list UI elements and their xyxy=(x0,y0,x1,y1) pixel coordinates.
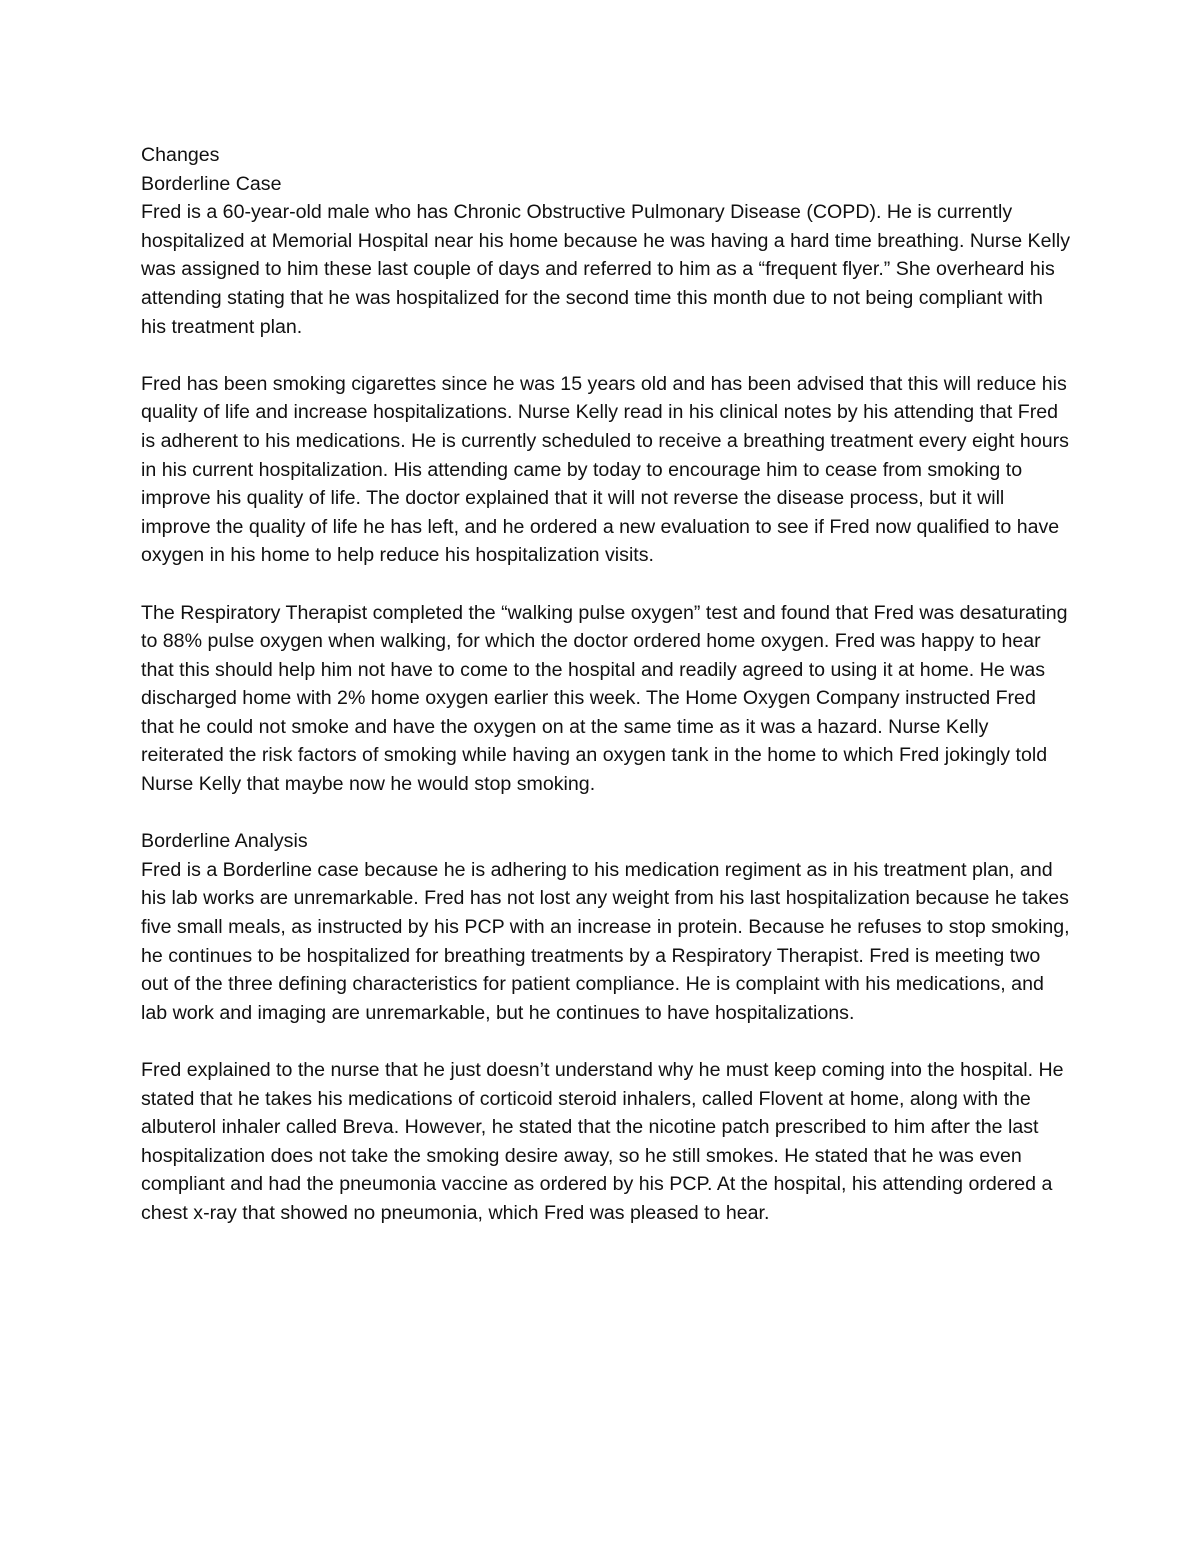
document-title: Changes xyxy=(141,144,220,166)
paragraph-3: The Respiratory Therapist completed the “walking pulse oxygen” test and found that Fred was desaturating to 88% pulse oxygen when walking, for which the doctor ordered home oxygen. Fred was happy to hear that this should help him not have to come to the hospital and readily agreed to using it at home. He was discharged home with 2% home oxygen earlier this week. The Home Oxygen Company instructed Fred that he could not smoke and have the oxygen on at the same time as it was a hazard. Nurse Kelly reiterated the risk factors of smoking while having an oxygen tank in the home to which Fred jokingly told Nurse Kelly that maybe now he would stop smoking. xyxy=(141,601,1068,796)
section-heading-borderline-analysis: Borderline Analysis xyxy=(141,830,308,853)
paragraph-2: Fred has been smoking cigarettes since he was 15 years old and has been advised that this will reduce his quality of life and increase hospitalizations. Nurse Kelly read in his clinical notes by his attending that Fred is adherent to his medications. He is currently scheduled to receive a breathing treatment every eight hours in his current hospitalization. His attending came by today to encourage him to cease from smoking to improve his quality of life. The doctor explained that it will not reverse the disease process, but it will improve the quality of life he has left, and he ordered a new evaluation to see if Fred now qualified to have oxygen in his home to help reduce his hospitalization visits. xyxy=(141,372,1069,567)
document-page xyxy=(141,141,1071,1256)
paragraph-5: Fred explained to the nurse that he just doesn’t understand why he must keep coming into the hospital. He stated that he takes his medications of corticoid steroid inhalers, called Flovent at home, along with the albuterol inhaler called Breva. However, he stated that the nicotine patch prescribed to him after the last hospitalization does not take the smoking desire away, so he still smokes. He stated that he was even compliant and had the pneumonia vaccine as ordered by his PCP. At the hospital, his attending ordered a chest x-ray that showed no pneumonia, which Fred was pleased to hear. xyxy=(141,1059,1064,1224)
paragraph-4: Fred is a Borderline case because he is adhering to his medication regiment as in his treatment plan, and his lab works are unremarkable. Fred has not lost any weight from his last hospitalization because he takes five small meals, as instructed by his PCP with an increase in protein. Because he refuses to stop smoking, he continues to be hospitalized for breathing treatments by a Respiratory Therapist. Fred is meeting two out of the three defining characteristics for patient compliance. He is complaint with his medications, and lab work and imaging are unremarkable, but he continues to have hospitalizations. xyxy=(141,858,1070,1024)
paragraph-1: Fred is a 60-year-old male who has Chronic Obstructive Pulmonary Disease (COPD). He is currently hospitalized at Memorial Hospital near his home because he was having a hard time breathing. Nurse Kelly was assigned to him these last couple of days and referred to him as a “frequent flyer.” She overheard his attending stating that he was hospitalized for the second time this month due to not being compliant with his treatment plan. xyxy=(141,201,1071,338)
section-heading-borderline-case: Borderline Case xyxy=(141,172,282,195)
